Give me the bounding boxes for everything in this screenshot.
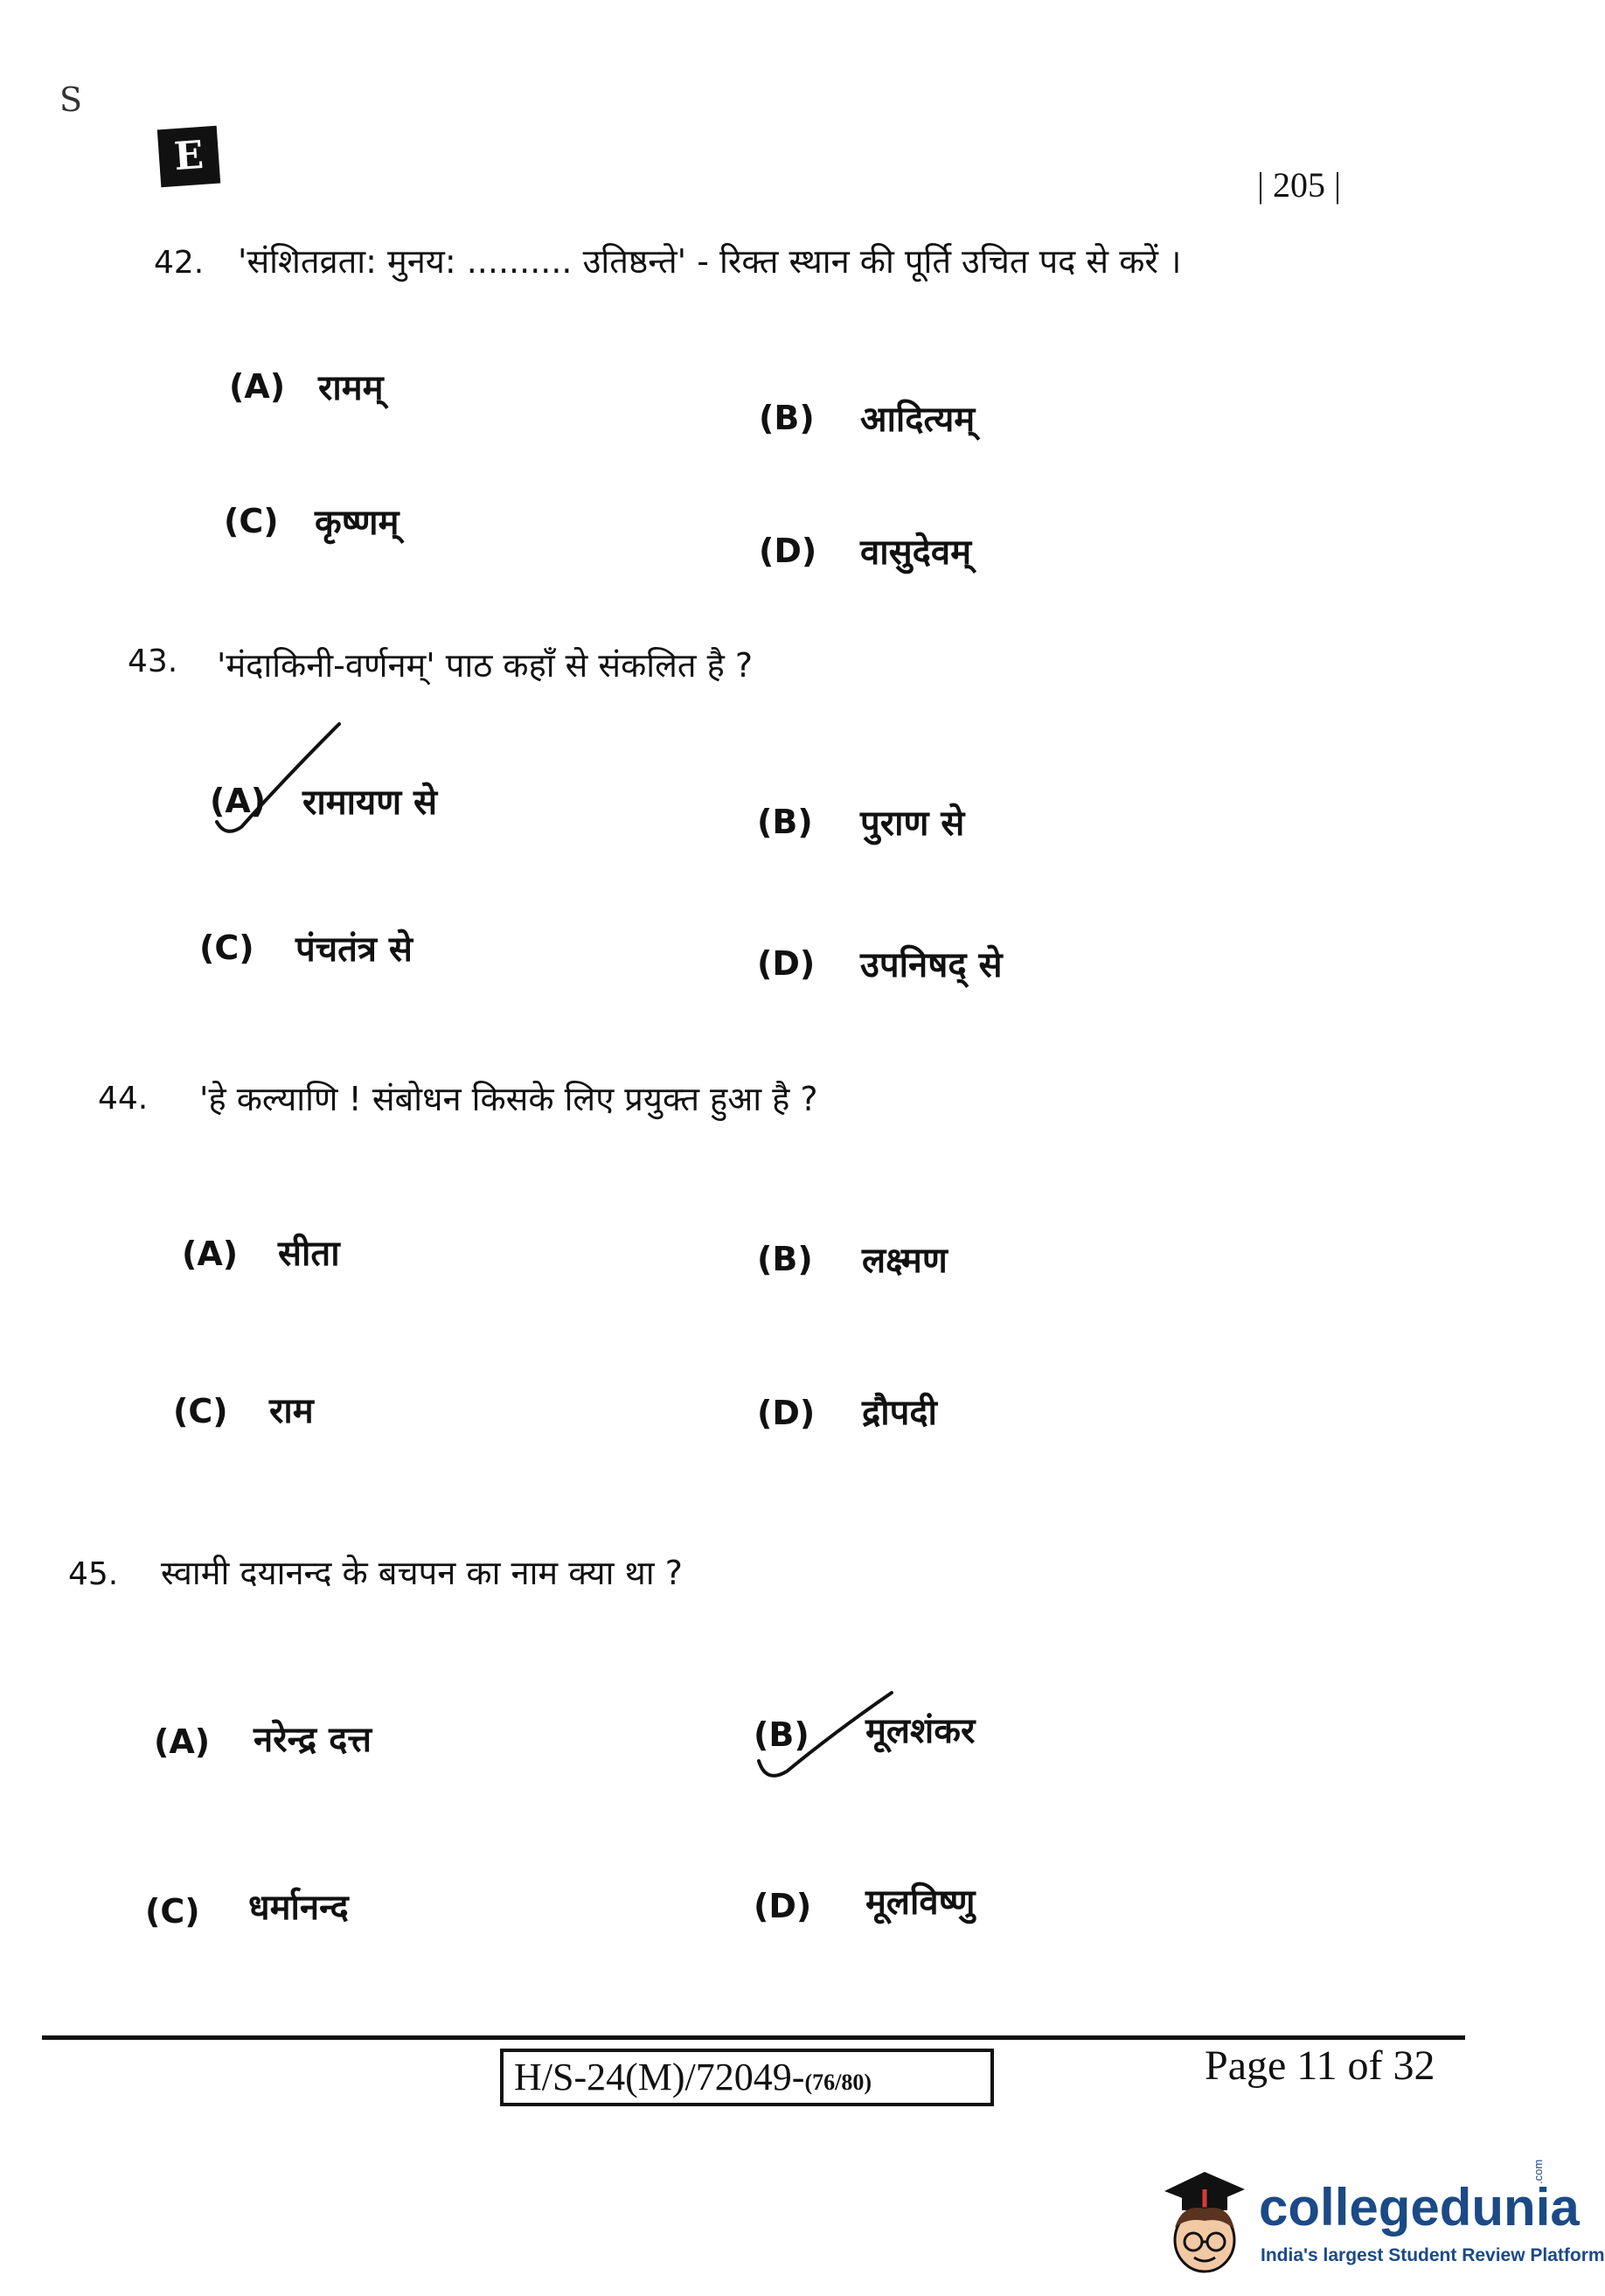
option-text: मूलविष्णु — [865, 1882, 976, 1923]
option-letter: (D) — [754, 1887, 812, 1925]
question-number: 43. — [128, 644, 178, 679]
question-text: 'मंदाकिनी-वर्णनम्' पाठ कहाँ से संकलित है ? — [217, 646, 754, 685]
option-text: द्रौपदी — [862, 1393, 937, 1433]
option-letter: (B) — [754, 1715, 809, 1754]
option-letter: (C) — [145, 1892, 200, 1931]
option-text: सीता — [278, 1234, 340, 1274]
series-badge: E — [157, 126, 220, 188]
option-letter: (A) — [229, 367, 286, 406]
option-text: आदित्यम् — [860, 400, 976, 440]
option-text: पुराण से — [860, 804, 965, 844]
tick-mark-icon — [752, 1687, 900, 1792]
option-text: उपनिषद् से — [860, 945, 1003, 985]
mascot-logo-icon — [1152, 2160, 1259, 2287]
option-text: लक्ष्मण — [862, 1241, 948, 1281]
option-letter: (A) — [154, 1722, 211, 1761]
option-text: नरेन्द्र दत्त — [254, 1720, 372, 1760]
option-letter: (A) — [210, 782, 267, 820]
footer-rule — [42, 2035, 1465, 2040]
option-text: वासुदेवम् — [860, 532, 972, 573]
option-text: कृष्णम् — [315, 503, 400, 543]
tick-mark-icon — [206, 717, 346, 848]
option-text: रामम् — [318, 368, 384, 408]
brand-name: collegedunia — [1259, 2178, 1580, 2237]
option-text: पंचतंत्र से — [295, 929, 413, 970]
option-text: रामायण से — [302, 783, 438, 823]
option-letter: (B) — [757, 803, 813, 841]
option-letter: (B) — [759, 399, 815, 437]
option-letter: (C) — [224, 502, 279, 540]
option-letter: (D) — [757, 944, 816, 983]
paper-code-box — [500, 2049, 994, 2106]
paper-code-suffix: (76/80) — [804, 2070, 872, 2095]
option-letter: (A) — [182, 1235, 239, 1273]
question-number: 45. — [68, 1556, 119, 1592]
option-text: राम — [269, 1391, 314, 1431]
brand-tagline: India's largest Student Review Platform — [1261, 2245, 1605, 2265]
option-letter: (B) — [757, 1240, 813, 1278]
question-text: स्वामी दयानन्द के बचपन का नाम क्या था ? — [161, 1554, 683, 1592]
option-letter: (C) — [173, 1392, 228, 1430]
option-letter: (C) — [199, 929, 254, 967]
option-text: मूलशंकर — [865, 1711, 976, 1751]
question-text: 'संशितव्रता: मुनय: .......... उतिष्ठन्ते' - रिक्त स्थान की पूर्ति उचित पद से करें । — [238, 242, 1182, 281]
paper-code: H/S-24(M)/72049- — [514, 2056, 805, 2098]
question-text: 'हे कल्याणि ! संबोधन किसके लिए प्रयुक्त हुआ है ? — [199, 1080, 818, 1118]
page-code: | 205 | — [1257, 165, 1342, 205]
question-number: 42. — [154, 245, 205, 281]
option-text: धर्मानन्द — [248, 1888, 349, 1928]
option-letter: (D) — [759, 532, 817, 570]
question-number: 44. — [98, 1081, 149, 1117]
page-number: Page 11 of 32 — [1205, 2042, 1435, 2089]
option-letter: (D) — [757, 1394, 816, 1432]
corner-mark: S — [59, 80, 83, 119]
brand-domain: .com — [1532, 2159, 1545, 2184]
